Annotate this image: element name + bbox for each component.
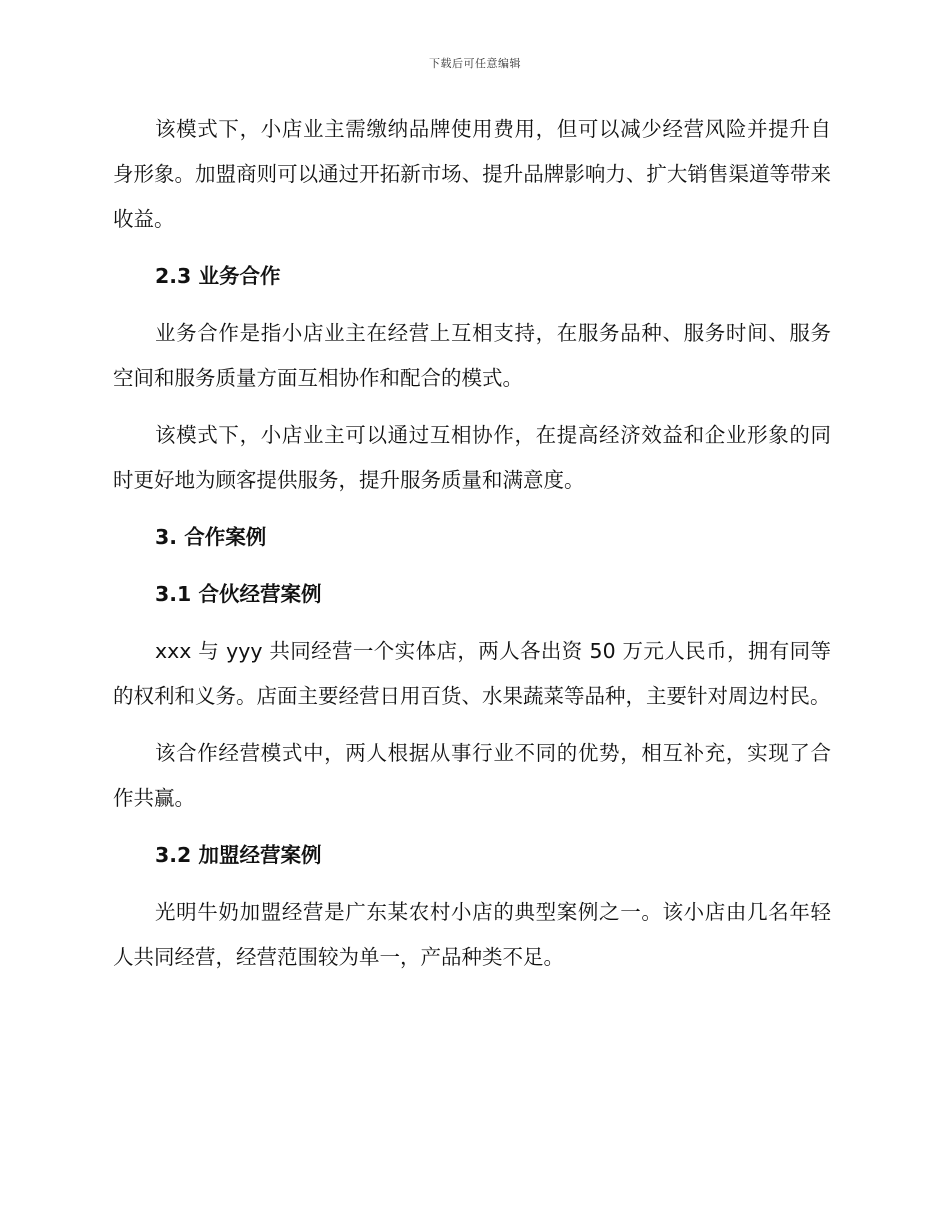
section-heading-3: 3. 合作案例	[155, 525, 267, 549]
paragraph-business-cooperation-definition: 业务合作是指小店业主在经营上互相支持，在服务品种、服务时间、服务空间和服务质量方面互相协作和配合的模式。	[113, 321, 831, 390]
paragraph-partnership-case: xxx 与 yyy 共同经营一个实体店，两人各出资 50 万元人民币，拥有同等的权利和义务。店面主要经营日用百货、水果蔬菜等品种，主要针对周边村民。	[113, 639, 831, 708]
paragraph-partnership-outcome: 该合作经营模式中，两人根据从事行业不同的优势，相互补充，实现了合作共赢。	[113, 741, 831, 810]
paragraph-business-cooperation-benefits: 该模式下，小店业主可以通过互相协作，在提高经济效益和企业形象的同时更好地为顾客提供服务，提升服务质量和满意度。	[113, 423, 831, 492]
section-heading-3-2: 3.2 加盟经营案例	[155, 843, 322, 867]
paragraph-franchise-case: 光明牛奶加盟经营是广东某农村小店的典型案例之一。该小店由几名年轻人共同经营，经营范围较为单一，产品种类不足。	[113, 900, 831, 969]
paragraph-franchise-benefits: 该模式下，小店业主需缴纳品牌使用费用，但可以减少经营风险并提升自身形象。加盟商则可以通过开拓新市场、提升品牌影响力、扩大销售渠道等带来收益。	[113, 117, 831, 231]
document-body	[113, 107, 831, 992]
section-heading-2-3: 2.3 业务合作	[155, 264, 281, 288]
section-heading-3-1: 3.1 合伙经营案例	[155, 582, 322, 606]
page-header: 下载后可任意编辑	[429, 57, 521, 70]
